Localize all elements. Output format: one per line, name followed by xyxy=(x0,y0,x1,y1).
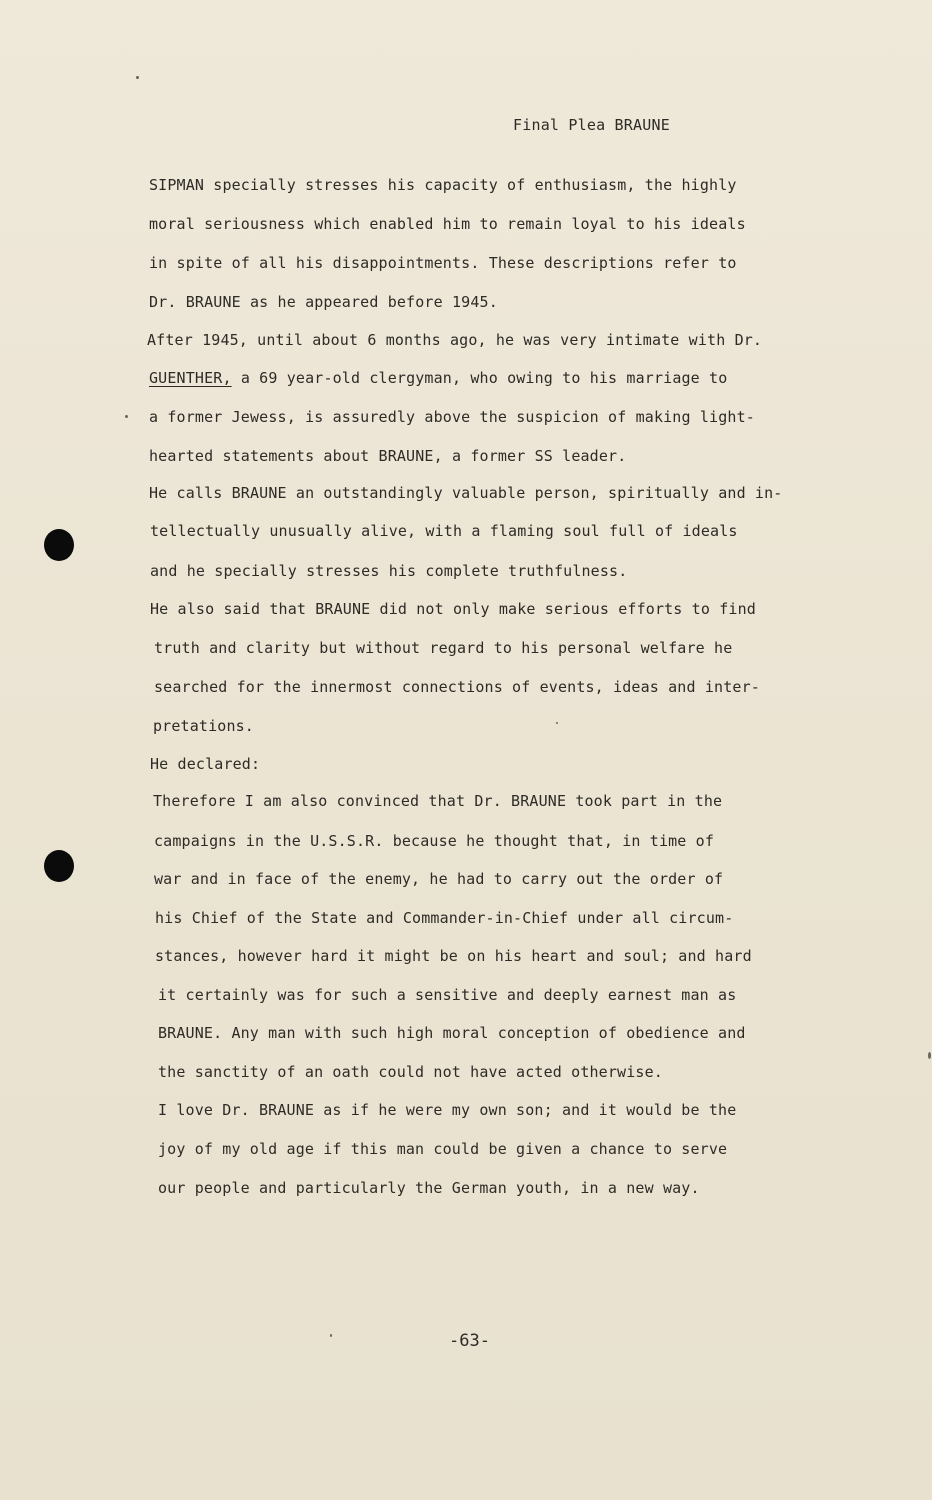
body-line: it certainly was for such a sensitive and deeply earnest man as xyxy=(158,986,737,1004)
body-line: He declared: xyxy=(150,755,261,773)
body-line: BRAUNE. Any man with such high moral conception of obedience and xyxy=(158,1024,746,1042)
body-line: war and in face of the enemy, he had to carry out the order of xyxy=(154,870,724,888)
body-line: tellectually unusually alive, with a flaming soul full of ideals xyxy=(150,522,738,540)
underlined-name: GUENTHER, xyxy=(149,369,232,387)
body-line: I love Dr. BRAUNE as if he were my own son; and it would be the xyxy=(158,1101,737,1119)
body-line: in spite of all his disappointments. These descriptions refer to xyxy=(149,254,737,272)
body-line: stances, however hard it might be on his heart and soul; and hard xyxy=(155,947,752,965)
punch-hole-top xyxy=(44,529,74,561)
speck-mark xyxy=(556,722,558,724)
speck-mark xyxy=(330,1334,332,1337)
body-line: Dr. BRAUNE as he appeared before 1945. xyxy=(149,293,498,311)
body-line: Therefore I am also convinced that Dr. BRAUNE took part in the xyxy=(153,792,723,810)
body-line: He also said that BRAUNE did not only make serious efforts to find xyxy=(150,600,756,618)
body-line-guenther xyxy=(149,368,727,388)
body-line: After 1945, until about 6 months ago, he was very intimate with Dr. xyxy=(147,331,763,349)
body-line: hearted statements about BRAUNE, a former SS leader. xyxy=(149,447,627,465)
speck-mark xyxy=(125,415,128,418)
speck-mark xyxy=(136,76,139,79)
body-line: truth and clarity but without regard to his personal welfare he xyxy=(154,639,733,657)
punch-hole-bottom xyxy=(44,850,74,882)
guenther-line-rest: a 69 year-old clergyman, who owing to his marriage to xyxy=(231,369,728,387)
body-line: SIPMAN specially stresses his capacity of enthusiasm, the highly xyxy=(149,176,737,194)
body-line: a former Jewess, is assuredly above the suspicion of making light- xyxy=(149,408,755,426)
body-line: moral seriousness which enabled him to remain loyal to his ideals xyxy=(149,215,746,233)
body-line: and he specially stresses his complete truthfulness. xyxy=(150,562,628,580)
body-line: campaigns in the U.S.S.R. because he thought that, in time of xyxy=(154,832,715,850)
body-line: searched for the innermost connections of events, ideas and inter- xyxy=(154,678,760,696)
body-line: the sanctity of an oath could not have acted otherwise. xyxy=(158,1063,663,1081)
speck-mark xyxy=(928,1052,931,1059)
body-line: joy of my old age if this man could be given a chance to serve xyxy=(158,1140,728,1158)
document-header: Final Plea BRAUNE xyxy=(513,116,670,134)
body-line: his Chief of the State and Commander-in-Chief under all circum- xyxy=(155,909,734,927)
body-line: our people and particularly the German youth, in a new way. xyxy=(158,1179,700,1197)
page-number: -63- xyxy=(449,1331,490,1351)
body-line: pretations. xyxy=(153,717,254,735)
body-line: He calls BRAUNE an outstandingly valuable person, spiritually and in- xyxy=(149,484,783,502)
